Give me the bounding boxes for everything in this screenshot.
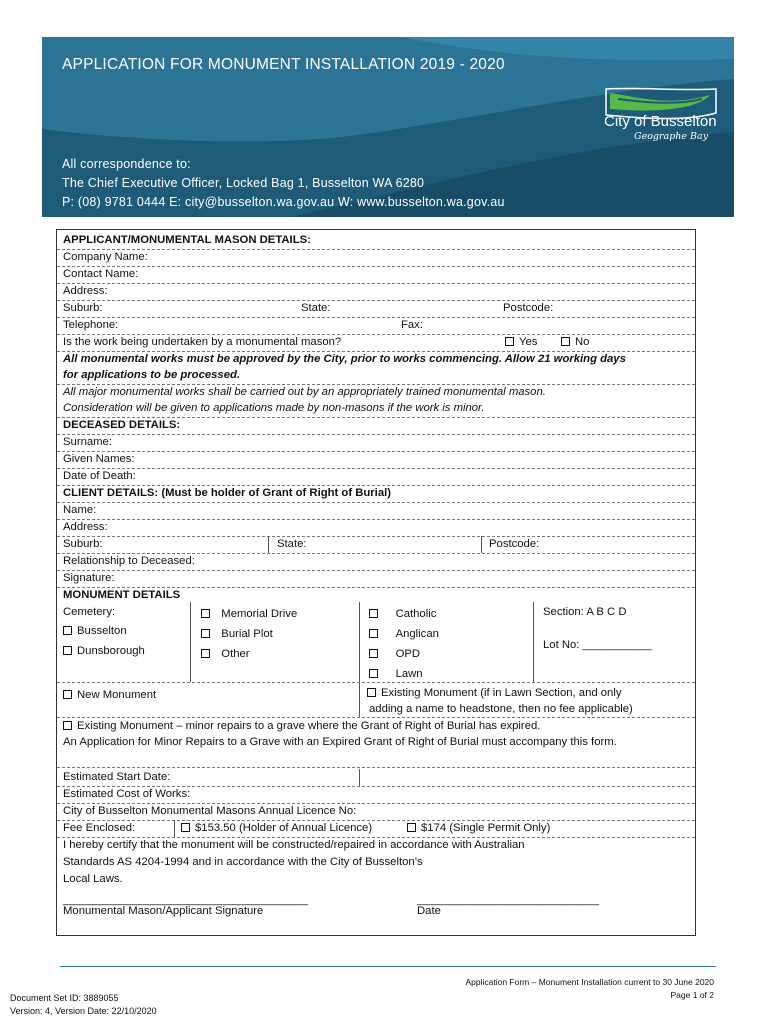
declaration-text [63,837,525,888]
date-caption: Date [417,905,441,917]
applicant-address-field[interactable] [57,283,695,301]
correspondence-label: All correspondence to: [62,157,191,171]
minor-repairs-option[interactable] [63,718,617,750]
burial-plot-label: Burial Plot [221,628,273,640]
client-address-label: Address: [63,521,108,533]
fee-annual-licence-option[interactable] [181,820,372,837]
monument-type-divider [359,683,360,717]
applicant-fax-label: Fax: [401,319,423,331]
cemetery-dunsborough-option[interactable] [63,641,145,661]
approval-note-line-1: All monumental works must be approved by the City, prior to works commencing. Allow 21 working days [63,353,626,365]
applicant-state-label: State: [301,302,331,314]
document-set-id: Document Set ID: 3889055 [10,993,119,1003]
applicant-suburb-row[interactable] [57,300,695,318]
anglican-label: Anglican [395,628,439,640]
date-line[interactable]: _____________________________ [417,894,600,906]
applicant-postcode-label: Postcode: [503,302,554,314]
deceased-heading: DECEASED DETAILS: [57,417,695,435]
client-suburb-divider-2 [481,536,482,553]
form-title: APPLICATION FOR MONUMENT INSTALLATION 2019 - 2020 [62,56,505,73]
footer-form-currency: Application Form – Monument Installation current to 30 June 2020 [465,977,714,987]
licence-number-label: City of Busselton Monumental Masons Annual Licence No: [63,805,357,817]
new-monument-label: New Monument [77,689,157,701]
checkbox-icon[interactable] [369,649,378,658]
new-monument-option[interactable] [63,685,156,705]
signature-line[interactable]: _______________________________________ [63,894,309,906]
client-state-label: State: [277,538,307,550]
contact-name-field[interactable] [57,266,695,284]
client-name-field[interactable] [57,502,695,520]
logo-wordmark: City of Busselton [604,113,717,130]
cemetery-dunsborough-label: Dunsborough [77,645,145,657]
contact-name-label: Contact Name: [63,268,139,280]
signature-caption: Monumental Mason/Applicant Signature [63,905,264,917]
date-of-death-label: Date of Death: [63,470,136,482]
fee-divider [174,820,175,837]
mason-question: Is the work being undertaken by a monumental mason? [63,336,342,348]
relationship-label: Relationship to Deceased: [63,555,195,567]
catholic-label: Catholic [395,608,437,620]
mason-question-row [57,334,695,352]
fee-single-permit-label: $174 (Single Permit Only) [421,822,551,834]
surname-label: Surname: [63,436,112,448]
opd-label: OPD [395,648,421,660]
mason-no-option[interactable] [561,334,589,351]
checkbox-icon[interactable] [201,629,210,638]
applicant-heading: APPLICANT/MONUMENTAL MASON DETAILS: [57,232,695,250]
application-form [56,229,696,936]
section-other-option[interactable] [201,644,250,664]
monument-divider-1 [190,602,191,682]
start-date-divider [359,769,360,786]
mason-yes-label: Yes [519,336,538,348]
memorial-drive-label: Memorial Drive [221,608,298,620]
cemetery-label: Cemetery: [63,606,116,618]
applicant-telephone-label: Telephone: [63,319,119,331]
checkbox-icon[interactable] [63,721,72,730]
checkbox-icon[interactable] [63,646,72,655]
document-version: Version: 4, Version Date: 22/10/2020 [10,1005,157,1016]
mason-no-label: No [575,336,590,348]
client-postcode-label: Postcode: [489,538,540,550]
company-name-label: Company Name: [63,251,148,263]
minor-repairs-divider [57,767,695,768]
client-heading: CLIENT DETAILS: (Must be holder of Grant of Right of Burial) [57,485,695,503]
footer-rule [60,966,716,967]
existing-monument-option[interactable] [367,685,633,717]
declaration-line-2: Standards AS 4204-1994 and in accordance with the City of Busselton’s [63,856,423,868]
surname-field[interactable] [57,434,695,452]
existing-monument-label-1: Existing Monument (if in Lawn Section, and only [381,687,622,699]
start-date-label: Estimated Start Date: [63,771,171,783]
cemetery-busselton-label: Busselton [77,625,127,637]
checkbox-icon[interactable] [369,669,378,678]
section-burial-plot-option[interactable] [201,624,273,644]
footer-left-block [10,992,157,1017]
monument-divider-3 [533,602,534,682]
licence-number-field[interactable] [57,803,695,821]
client-name-label: Name: [63,504,97,516]
existing-monument-label-2: adding a name to headstone, then no fee applicable) [369,703,633,715]
given-names-field[interactable] [57,451,695,469]
footer-right-block [465,976,714,1002]
fee-enclosed-row [57,820,695,838]
correspondence-address: The Chief Executive Officer, Locked Bag 1, Busselton WA 6280 [62,176,425,190]
correspondence-contact: P: (08) 9781 0444 E: city@busselton.wa.gov.au W: www.busselton.wa.gov.au [62,195,505,209]
checkbox-icon[interactable] [505,337,514,346]
section-catholic-option[interactable] [369,604,436,624]
cost-of-works-field[interactable] [57,786,695,804]
minor-repairs-label: Existing Monument – minor repairs to a grave where the Grant of Right of Burial has expired. [77,720,541,732]
major-works-note-line-1: All major monumental works shall be carried out by an appropriately trained monumental mason. [63,386,546,398]
fee-annual-licence-label: $153.50 (Holder of Annual Licence) [195,822,373,834]
major-works-note-line-2: Consideration will be given to applications made by non-masons if the work is minor. [57,400,695,418]
footer-page-number: Page 1 of 2 [670,990,714,1000]
date-of-death-field[interactable] [57,468,695,486]
client-suburb-label: Suburb: [63,538,103,550]
checkbox-icon[interactable] [201,609,210,618]
lot-number-field[interactable]: Lot No: ___________ [543,639,652,651]
checkbox-icon[interactable] [369,609,378,618]
section-opd-option[interactable] [369,644,420,664]
checkbox-icon[interactable] [561,337,570,346]
checkbox-icon[interactable] [63,690,72,699]
applicant-suburb-label: Suburb: [63,302,103,314]
checkbox-icon[interactable] [181,823,190,832]
lawn-label: Lawn [395,668,423,680]
relationship-field[interactable] [57,553,695,571]
other-label: Other [221,648,250,660]
logo-tagline: Geographe Bay [634,131,709,142]
section-anglican-option[interactable] [369,624,439,644]
declaration-line-3: Local Laws. [63,873,123,885]
given-names-label: Given Names: [63,453,135,465]
checkbox-icon[interactable] [407,823,416,832]
minor-repairs-note: An Application for Minor Repairs to a Grave with an Expired Grant of Right of Burial must accompany this form. [63,736,617,748]
checkbox-icon[interactable] [63,626,72,635]
client-suburb-divider-1 [268,536,269,553]
start-date-field[interactable] [57,769,695,787]
correspondence-block [62,155,505,212]
applicant-address-label: Address: [63,285,108,297]
cemetery-busselton-option[interactable] [63,621,127,641]
monument-heading: MONUMENT DETAILS [63,589,181,601]
declaration-line-1: I hereby certify that the monument will be constructed/repaired in accordance with Australian [63,839,525,851]
section-letters-field[interactable]: Section: A B C D [543,606,627,618]
checkbox-icon[interactable] [367,688,376,697]
checkbox-icon[interactable] [201,649,210,658]
section-lawn-option[interactable] [369,664,423,684]
header-banner [42,37,734,217]
client-address-field[interactable] [57,519,695,537]
mason-yes-option[interactable] [505,334,537,351]
monument-divider-2 [359,602,360,682]
client-suburb-row[interactable] [57,536,695,554]
fee-enclosed-label: Fee Enclosed: [63,822,136,834]
checkbox-icon[interactable] [369,629,378,638]
client-signature-field[interactable] [57,570,695,588]
section-memorial-drive-option[interactable] [201,604,297,624]
applicant-phone-row[interactable] [57,317,695,335]
cost-of-works-label: Estimated Cost of Works: [63,788,191,800]
company-name-field[interactable] [57,249,695,267]
monument-divider-row [57,682,695,683]
fee-single-permit-option[interactable] [407,820,550,837]
client-signature-label: Signature: [63,572,115,584]
approval-note-line-2: for applications to be processed. [57,367,695,385]
